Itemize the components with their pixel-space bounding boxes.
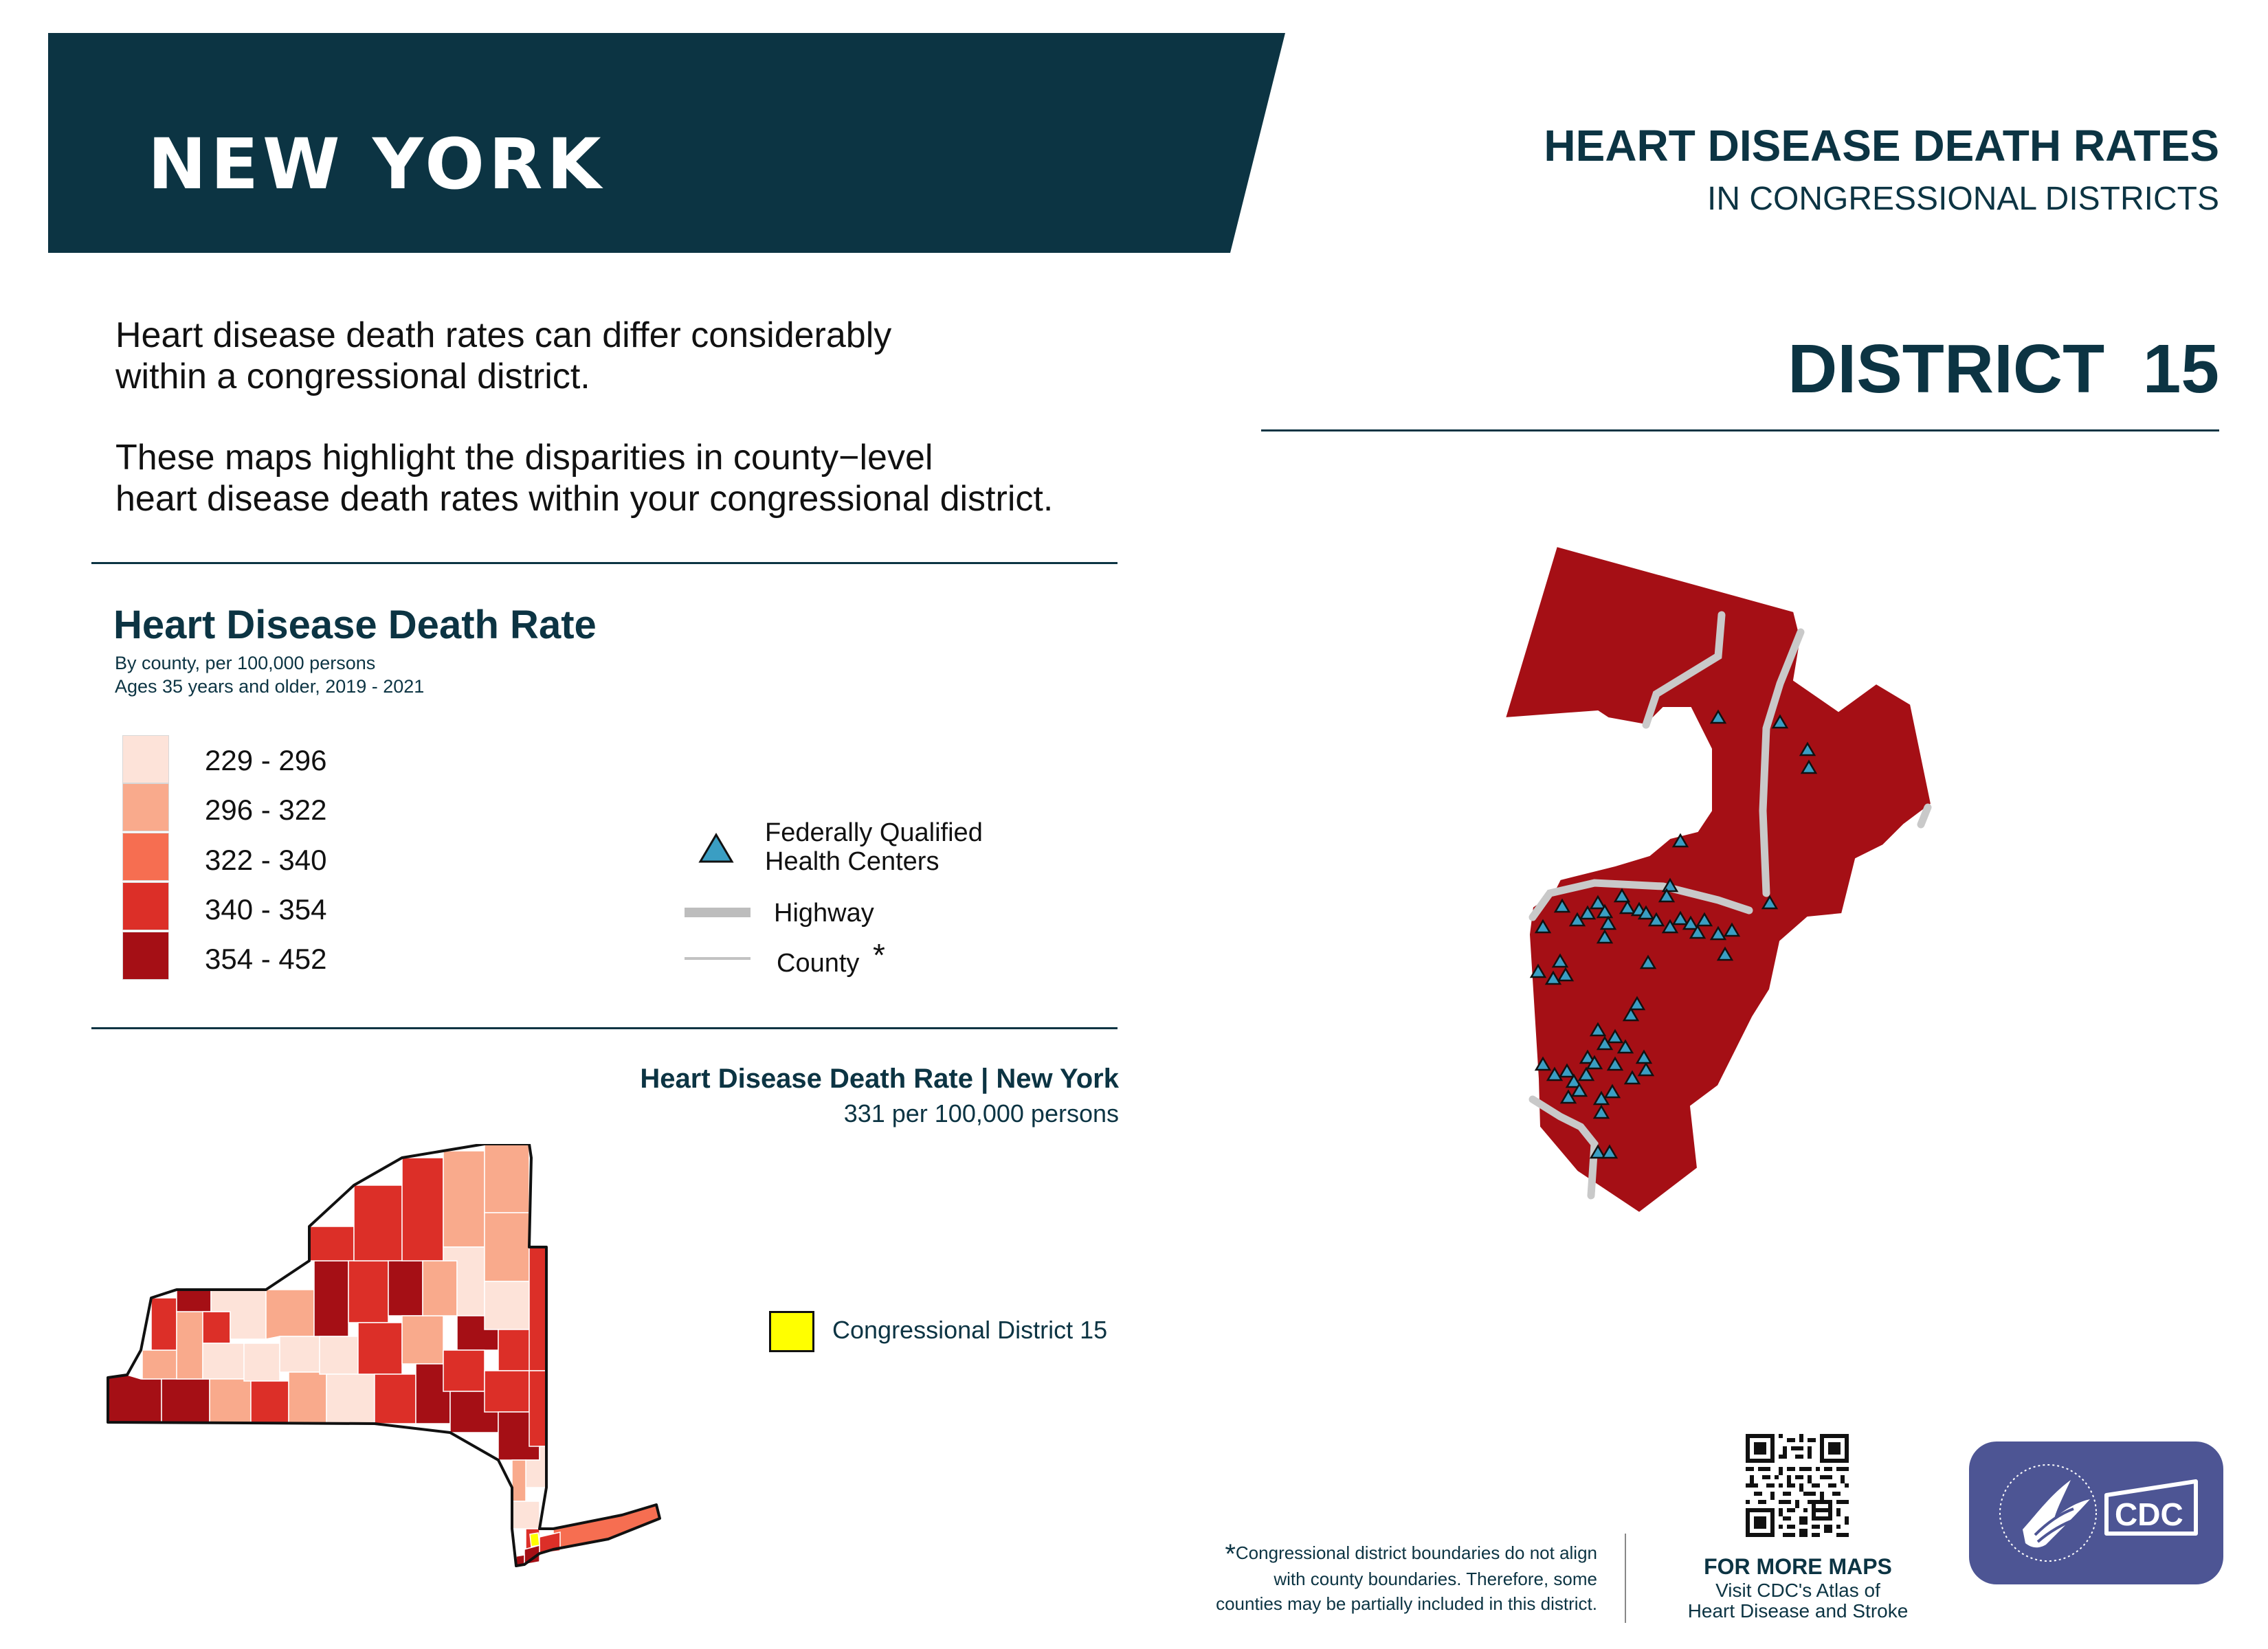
county-chemung	[289, 1372, 326, 1424]
more-maps-link[interactable]	[1667, 1580, 1928, 1622]
hhs-cdc-logo	[1969, 1442, 2223, 1584]
county-tioga	[326, 1374, 375, 1424]
county-cattaraugus	[162, 1379, 210, 1424]
county-genesee	[203, 1312, 230, 1343]
intro-line-1: Heart disease death rates can differ considerably	[115, 315, 892, 355]
county-wyoming	[177, 1312, 203, 1379]
district-legend-label: Congressional District 15	[832, 1316, 1108, 1344]
county-essex	[485, 1213, 529, 1281]
county-otsego	[443, 1350, 485, 1391]
county-franklin	[443, 1151, 485, 1247]
county-st-lawrence	[402, 1158, 443, 1261]
legend-range-2: 296 - 322	[205, 794, 327, 826]
district-15-highlight	[530, 1533, 540, 1547]
county-chautauqua	[108, 1375, 162, 1424]
county-livingston	[203, 1343, 244, 1379]
state-rate-value: 331 per 100,000 persons	[843, 1099, 1119, 1128]
county-warren	[485, 1281, 529, 1330]
legend-swatch-3	[122, 833, 169, 881]
intro-line-2: within a congressional district.	[115, 357, 590, 396]
legend-highway-label: Highway	[774, 899, 874, 928]
county-oneida	[423, 1261, 457, 1316]
county-suffolk	[553, 1505, 660, 1549]
footnote-line-3: counties may be partially included in this district.	[1216, 1593, 1597, 1614]
county-erie-south	[142, 1350, 177, 1379]
qr-code-icon[interactable]	[1746, 1434, 1849, 1537]
county-footnote-marker: *	[873, 937, 885, 973]
county-madison	[388, 1261, 423, 1316]
footnote-line-2: with county boundaries. Therefore, some	[1274, 1569, 1597, 1589]
county-steuben	[251, 1381, 289, 1424]
more-maps-heading: FOR MORE MAPS	[1704, 1554, 1892, 1579]
county-jefferson	[354, 1185, 402, 1261]
fqhc-triangle-icon	[698, 833, 734, 864]
legend-subtitle-units: By county, per 100,000 persons	[115, 653, 376, 673]
footer-divider	[1625, 1534, 1626, 1623]
district-15-map	[1491, 536, 1959, 1216]
county-cortland	[358, 1323, 402, 1374]
county-wayne	[266, 1290, 314, 1339]
county-line-icon	[685, 955, 751, 962]
legend-divider	[91, 1027, 1118, 1029]
county-onondaga	[348, 1261, 388, 1323]
county-tompkins	[320, 1336, 358, 1374]
county-clinton	[485, 1144, 529, 1213]
state-title: NEW YORK	[148, 124, 605, 205]
county-seneca	[280, 1336, 320, 1372]
legend-swatch-2	[122, 783, 169, 831]
county-ontario	[244, 1343, 280, 1381]
county-orleans	[177, 1290, 211, 1312]
county-greene	[485, 1371, 529, 1412]
district-boundary-footnote	[1157, 1540, 1597, 1616]
footnote-marker: *	[1225, 1539, 1236, 1569]
county-schenectady	[498, 1330, 533, 1371]
intro-line-3: These maps highlight the disparities in county−level	[115, 438, 933, 478]
intro-line-4: heart disease death rates within your congressional district.	[115, 479, 1054, 519]
county-washington	[529, 1247, 546, 1371]
county-allegany	[210, 1379, 251, 1424]
report-subtitle: IN CONGRESSIONAL DISTRICTS	[1707, 181, 2219, 217]
state-rate-title: Heart Disease Death Rate | New York	[640, 1064, 1119, 1094]
legend-swatch-1	[122, 735, 169, 783]
county-westchester	[512, 1501, 540, 1529]
more-maps-line-2: Heart Disease and Stroke	[1687, 1600, 1909, 1622]
legend-range-3: 322 - 340	[205, 844, 327, 876]
county-broome	[375, 1374, 416, 1424]
district-legend-swatch	[769, 1311, 814, 1352]
county-niagara-erie	[151, 1298, 177, 1350]
legend-swatch-5	[122, 932, 169, 980]
legend-fqhc-line-2: Health Centers	[765, 847, 940, 876]
legend-title: Heart Disease Death Rate	[113, 603, 597, 647]
county-cayuga	[314, 1261, 348, 1336]
legend-county-label: County	[777, 949, 860, 978]
legend-subtitle-ages: Ages 35 years and older, 2019 - 2021	[115, 676, 425, 697]
legend-swatch-4	[122, 882, 169, 930]
district-divider	[1261, 429, 2219, 431]
legend-range-5: 354 - 452	[205, 943, 327, 975]
report-title: HEART DISEASE DEATH RATES	[1544, 121, 2219, 170]
svg-text:CDC: CDC	[2115, 1496, 2183, 1532]
more-maps-line-1: Visit CDC's Atlas of	[1715, 1580, 1880, 1601]
county-chenango	[402, 1316, 443, 1364]
county-orange	[512, 1460, 526, 1501]
legend-range-1: 229 - 296	[205, 744, 327, 776]
district-title: DISTRICT 15	[1788, 330, 2219, 407]
footnote-line-1: Congressional district boundaries do not align	[1235, 1543, 1597, 1563]
intro-divider	[91, 562, 1118, 564]
legend-range-4: 340 - 354	[205, 893, 327, 926]
new-york-state-map	[100, 1144, 663, 1577]
county-oswego-west	[309, 1226, 354, 1261]
county-columbia	[529, 1371, 546, 1446]
legend-fqhc-line-1: Federally Qualified	[765, 818, 983, 847]
highway-line-icon	[685, 906, 751, 919]
